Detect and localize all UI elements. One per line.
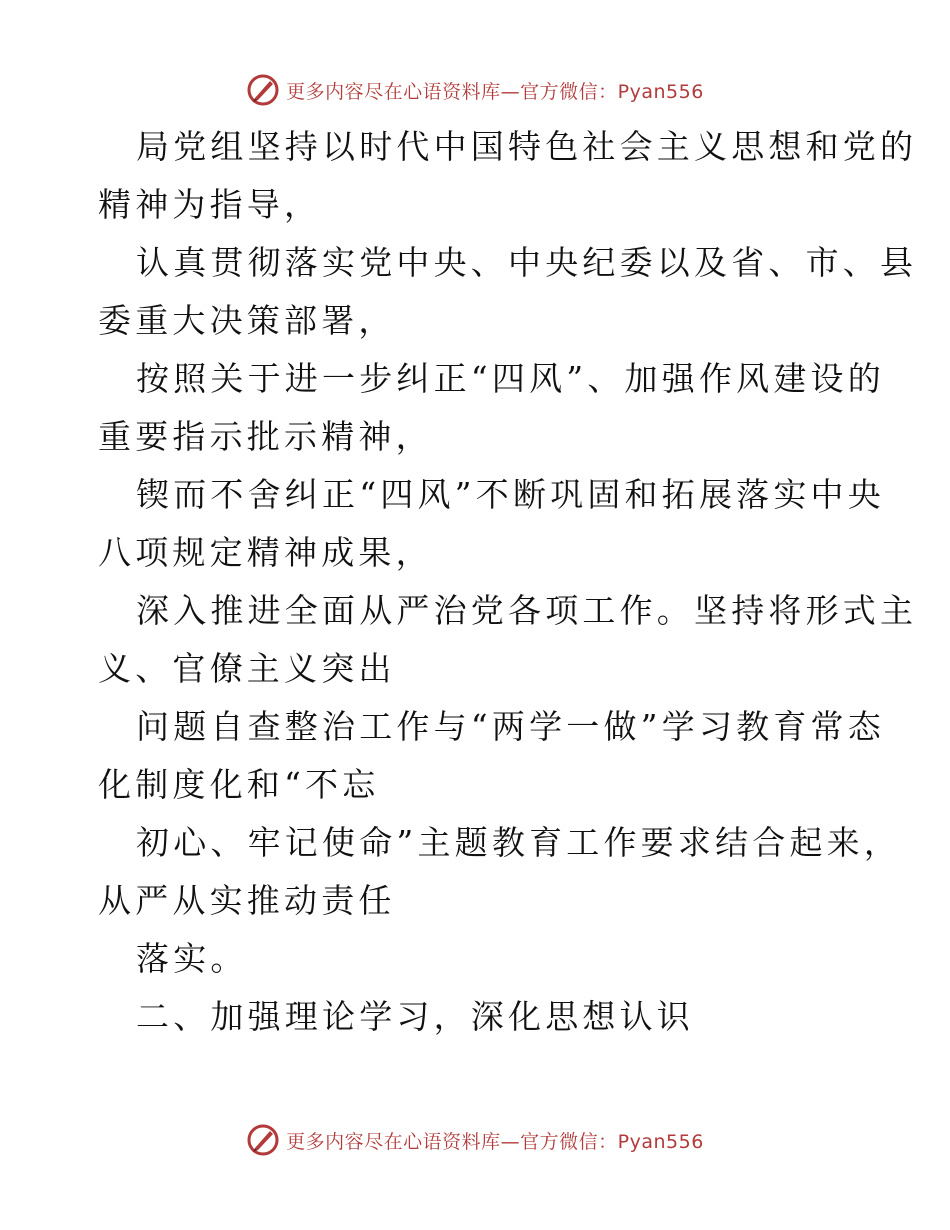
paragraph-line: 落实。 bbox=[136, 939, 248, 978]
watermark-text: 更多内容尽在心语资料库—官方微信：Pyan556 bbox=[286, 80, 704, 103]
paragraph-line: 化制度化和“不忘 bbox=[98, 765, 380, 804]
document-body bbox=[98, 118, 918, 1046]
paragraph-line: 八项规定精神成果， bbox=[98, 533, 433, 572]
quill-pen-icon bbox=[246, 73, 280, 107]
paragraph-line: 按照关于进一步纠正“四风”、加强作风建设的 bbox=[136, 359, 885, 398]
paragraph-line: 精神为指导， bbox=[98, 185, 322, 224]
paragraph-line: 局党组坚持以时代中国特色社会主义思想和党的 bbox=[136, 127, 918, 166]
paragraph-line: 深入推进全面从严治党各项工作。坚持将形式主 bbox=[136, 591, 918, 630]
paragraph-line: 义、官僚主义突出 bbox=[98, 649, 396, 688]
paragraph-line: 委重大决策部署， bbox=[98, 301, 396, 340]
paragraph-line: 初心、牢记使命”主题教育工作要求结合起来， bbox=[136, 823, 902, 862]
section-heading: 二、加强理论学习，深化思想认识 bbox=[136, 997, 694, 1036]
footer-watermark bbox=[0, 1120, 950, 1160]
header-watermark bbox=[0, 70, 950, 110]
quill-pen-icon bbox=[246, 1123, 280, 1157]
paragraph-line: 锲而不舍纠正“四风”不断巩固和拓展落实中央 bbox=[136, 475, 885, 514]
watermark-text: 更多内容尽在心语资料库—官方微信：Pyan556 bbox=[286, 1130, 704, 1153]
paragraph-line: 重要指示批示精神， bbox=[98, 417, 433, 456]
paragraph-line: 从严从实推动责任 bbox=[98, 881, 396, 920]
paragraph-line: 问题自查整治工作与“两学一做”学习教育常态 bbox=[136, 707, 885, 746]
paragraph-line: 认真贯彻落实党中央、中央纪委以及省、市、县 bbox=[136, 243, 918, 282]
